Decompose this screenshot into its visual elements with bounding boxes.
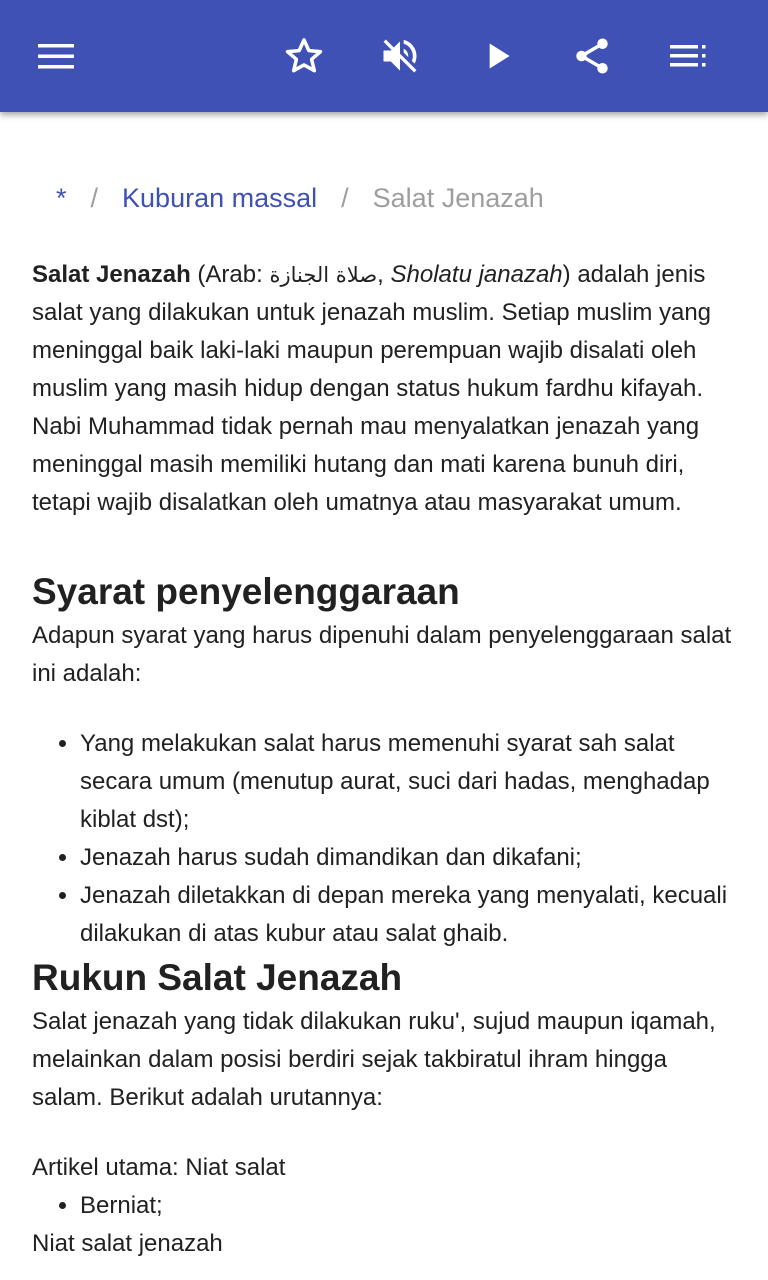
section-paragraph: Salat jenazah yang tidak dilakukan ruku', sujud maupun iqamah, melainkan dalam posisi berdiri sejak takbiratul ihram hingga salam. Berikut adalah urutannya: [32,1008,716,1111]
breadcrumb-root-link[interactable]: * [56,183,67,213]
breadcrumb-separator: / [90,183,99,213]
list-item: • Berniat; [80,1187,738,1225]
article-content [0,112,768,1280]
favorite-button[interactable] [272,24,336,88]
star-icon [283,35,325,77]
breadcrumb [56,180,544,216]
section-heading-syarat: Syarat penyelenggaraan [32,571,460,612]
play-icon [478,36,518,76]
menu-button[interactable] [24,24,88,88]
list-item: • Jenazah diletakkan di depan mereka yang menyalati, kecuali dilakukan di atas kubur atau salat ghaib. [80,877,738,953]
list-item: • Yang melakukan salat harus memenuhi syarat sah salat secara umum (menutup aurat, suci dari hadas, menghadap kiblat dst); [80,725,738,839]
share-button[interactable] [560,24,624,88]
article-body [32,256,738,1263]
share-icon [571,35,613,77]
arabic-name: صلاة الجنازة [269,263,378,287]
intro-text: ) adalah jenis salat yang dilakukan untuk jenazah muslim. Setiap muslim yang meninggal baik laki-laki maupun perempuan wajib disalati oleh muslim yang masih hidup dengan status hukum fardhu kifayah. Nabi Muhammad tidak pernah mau menyalatkan jenazah yang meninggal masih memiliki hutang dan mati karena bunuh diri, tetapi wajib disalatkan oleh umatnya atau masyarakat umum. [32,261,712,516]
breadcrumb-current: Salat Jenazah [372,183,544,213]
list-item: • Jenazah harus sudah dimandikan dan dikafani; [80,839,738,877]
main-article-note[interactable]: Artikel utama: Niat salat [32,1154,286,1181]
section-paragraph: Adapun syarat yang harus dipenuhi dalam penyelenggaraan salat ini adalah: [32,622,732,687]
article-title-bold: Salat Jenazah [32,261,191,288]
syarat-list [32,725,738,953]
breadcrumb-separator: / [341,183,349,213]
play-button[interactable] [466,24,530,88]
app-toolbar [0,0,768,112]
continuation-text: Niat salat jenazah [32,1230,223,1257]
playlist-icon [668,36,708,76]
breadcrumb-parent-link[interactable]: Kuburan massal [122,183,318,213]
section-heading-rukun: Rukun Salat Jenazah [32,957,403,998]
volume-off-icon [378,34,422,78]
intro-text: , [377,261,391,288]
contents-button[interactable] [656,24,720,88]
mute-button[interactable] [368,24,432,88]
menu-icon [36,36,76,76]
intro-text: (Arab: [190,261,270,288]
rukun-list [32,1187,738,1225]
intro-paragraph [32,256,738,522]
latin-name: Sholatu janazah [390,261,563,288]
